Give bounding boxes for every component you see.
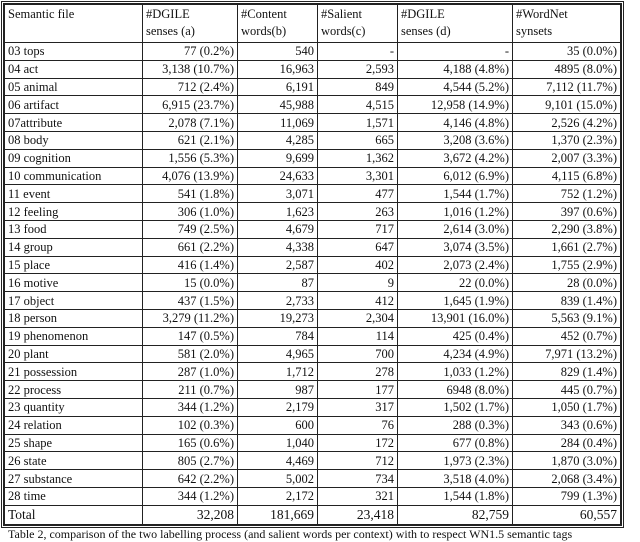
semantic-file-cell: 10 communication [5,167,143,185]
value-cell: 2,078 (7.1%) [143,114,238,132]
column-header-line: #DGILE [401,7,445,21]
value-cell: 19,273 [238,309,318,327]
value-cell: 2,073 (2.4%) [398,256,513,274]
table-row [5,78,621,96]
value-cell: 4,076 (13.9%) [143,167,238,185]
value-cell: 7,112 (11.7%) [513,78,621,96]
value-cell: 7,971 (13.2%) [513,345,621,363]
value-cell: 1,502 (1.7%) [398,398,513,416]
value-cell: 1,544 (1.8%) [398,487,513,505]
table-row [5,220,621,238]
column-header-line: #Salient [321,7,362,21]
value-cell: 15 (0.0%) [143,274,238,292]
data-table-frame [1,1,624,528]
value-cell: 2,526 (4.2%) [513,114,621,132]
value-cell: 2,614 (3.0%) [398,220,513,238]
value-cell: 4,679 [238,220,318,238]
table-row [5,434,621,452]
table-row [5,470,621,488]
semantic-file-cell: 15 place [5,256,143,274]
value-cell: 600 [238,416,318,434]
value-cell: 987 [238,381,318,399]
value-cell: 32,208 [143,505,238,524]
value-cell: 2,068 (3.4%) [513,470,621,488]
value-cell: 343 (0.6%) [513,416,621,434]
value-cell: 102 (0.3%) [143,416,238,434]
value-cell: 784 [238,327,318,345]
value-cell: 1,870 (3.0%) [513,452,621,470]
value-cell: 445 (0.7%) [513,381,621,399]
value-cell: 181,669 [238,505,318,524]
value-cell: 4,115 (6.8%) [513,167,621,185]
value-cell: 2,172 [238,487,318,505]
value-cell: 425 (0.4%) [398,327,513,345]
value-cell: 306 (1.0%) [143,203,238,221]
value-cell: 3,071 [238,185,318,203]
column-header [398,5,513,43]
value-cell: 344 (1.2%) [143,398,238,416]
value-cell: 621 (2.1%) [143,131,238,149]
column-header-line: synsets [516,24,553,38]
table-row [5,131,621,149]
value-cell: - [398,43,513,61]
value-cell: 6,191 [238,78,318,96]
value-cell: 1,755 (2.9%) [513,256,621,274]
value-cell: 344 (1.2%) [143,487,238,505]
value-cell: 2,290 (3.8%) [513,220,621,238]
value-cell: 2,593 [318,60,398,78]
value-cell: 1,033 (1.2%) [398,363,513,381]
value-cell: 211 (0.7%) [143,381,238,399]
column-header [5,5,143,43]
value-cell: 477 [318,185,398,203]
table-row [5,416,621,434]
value-cell: 1,623 [238,203,318,221]
value-cell: 4,965 [238,345,318,363]
value-cell: 416 (1.4%) [143,256,238,274]
value-cell: 734 [318,470,398,488]
value-cell: 1,556 (5.3%) [143,149,238,167]
semantic-file-cell: 18 person [5,309,143,327]
value-cell: 76 [318,416,398,434]
value-cell: 541 (1.8%) [143,185,238,203]
value-cell: 45,988 [238,96,318,114]
value-cell: 749 (2.5%) [143,220,238,238]
value-cell: 60,557 [513,505,621,524]
table-row [5,345,621,363]
value-cell: 717 [318,220,398,238]
value-cell: 799 (1.3%) [513,487,621,505]
value-cell: 165 (0.6%) [143,434,238,452]
value-cell: 661 (2.2%) [143,238,238,256]
value-cell: 28 (0.0%) [513,274,621,292]
column-header-line: senses (d) [401,24,451,38]
value-cell: 4,188 (4.8%) [398,60,513,78]
table-header-row [5,5,621,43]
value-cell: 581 (2.0%) [143,345,238,363]
table-row [5,114,621,132]
semantic-file-cell: 27 substance [5,470,143,488]
table-caption: Table 2, comparison of the two labelling process (and salient words per context) with to respect WN1.5 semantic tags [8,527,573,541]
value-cell: 642 (2.2%) [143,470,238,488]
value-cell: 263 [318,203,398,221]
semantic-file-cell: 25 shape [5,434,143,452]
value-cell: 5,002 [238,470,318,488]
value-cell: 9,101 (15.0%) [513,96,621,114]
column-header-line: Semantic file [8,7,75,21]
total-row [5,505,621,524]
table-row [5,256,621,274]
value-cell: 278 [318,363,398,381]
table-row [5,43,621,61]
value-cell: 4,469 [238,452,318,470]
semantic-file-cell: 20 plant [5,345,143,363]
value-cell: 147 (0.5%) [143,327,238,345]
table-row [5,167,621,185]
value-cell: 1,571 [318,114,398,132]
column-header-line: words(c) [321,24,366,38]
value-cell: 1,712 [238,363,318,381]
value-cell: 4,515 [318,96,398,114]
value-cell: 6948 (8.0%) [398,381,513,399]
table-row [5,185,621,203]
value-cell: 3,208 (3.6%) [398,131,513,149]
value-cell: 1,661 (2.7%) [513,238,621,256]
value-cell: 22 (0.0%) [398,274,513,292]
table-row [5,452,621,470]
value-cell: 2,587 [238,256,318,274]
value-cell: 1,016 (1.2%) [398,203,513,221]
value-cell: 677 (0.8%) [398,434,513,452]
semantic-file-cell: 06 artifact [5,96,143,114]
value-cell: 321 [318,487,398,505]
value-cell: 402 [318,256,398,274]
value-cell: 4,285 [238,131,318,149]
value-cell: 2,733 [238,292,318,310]
value-cell: 1,973 (2.3%) [398,452,513,470]
value-cell: 23,418 [318,505,398,524]
value-cell: 82,759 [398,505,513,524]
semantic-file-table [4,4,621,525]
table-row [5,274,621,292]
semantic-file-cell: 08 body [5,131,143,149]
value-cell: 6,915 (23.7%) [143,96,238,114]
semantic-file-cell: 19 phenomenon [5,327,143,345]
value-cell: 2,304 [318,309,398,327]
table-row [5,60,621,78]
table-row [5,398,621,416]
semantic-file-cell: Total [5,505,143,524]
value-cell: 9,699 [238,149,318,167]
table-row [5,149,621,167]
value-cell: 9 [318,274,398,292]
value-cell: 4,544 (5.2%) [398,78,513,96]
value-cell: 452 (0.7%) [513,327,621,345]
column-header [318,5,398,43]
value-cell: 77 (0.2%) [143,43,238,61]
value-cell: 849 [318,78,398,96]
value-cell: 3,301 [318,167,398,185]
semantic-file-cell: 03 tops [5,43,143,61]
semantic-file-cell: 21 possession [5,363,143,381]
value-cell: 2,007 (3.3%) [513,149,621,167]
semantic-file-cell: 07attribute [5,114,143,132]
value-cell: 1,370 (2.3%) [513,131,621,149]
value-cell: 839 (1.4%) [513,292,621,310]
value-cell: 412 [318,292,398,310]
value-cell: 752 (1.2%) [513,185,621,203]
value-cell: 6,012 (6.9%) [398,167,513,185]
semantic-file-cell: 09 cognition [5,149,143,167]
column-header-line: senses (a) [146,24,195,38]
value-cell: 3,518 (4.0%) [398,470,513,488]
column-header-line: #WordNet [516,7,568,21]
table-row [5,381,621,399]
value-cell: 1,544 (1.7%) [398,185,513,203]
value-cell: 647 [318,238,398,256]
column-header-line: words(b) [241,24,287,38]
semantic-file-cell: 17 object [5,292,143,310]
semantic-file-cell: 05 animal [5,78,143,96]
value-cell: 16,963 [238,60,318,78]
value-cell: 114 [318,327,398,345]
table-row [5,487,621,505]
value-cell: 665 [318,131,398,149]
column-header [513,5,621,43]
column-header [238,5,318,43]
value-cell: 4,146 (4.8%) [398,114,513,132]
column-header-line: #DGILE [146,7,190,21]
semantic-file-cell: 28 time [5,487,143,505]
value-cell: 437 (1.5%) [143,292,238,310]
value-cell: 3,074 (3.5%) [398,238,513,256]
value-cell: 829 (1.4%) [513,363,621,381]
value-cell: 3,672 (4.2%) [398,149,513,167]
semantic-file-cell: 11 event [5,185,143,203]
value-cell: 712 (2.4%) [143,78,238,96]
value-cell: 700 [318,345,398,363]
value-cell: 24,633 [238,167,318,185]
value-cell: 805 (2.7%) [143,452,238,470]
value-cell: 4895 (8.0%) [513,60,621,78]
table-row [5,96,621,114]
value-cell: 4,338 [238,238,318,256]
value-cell: 712 [318,452,398,470]
semantic-file-cell: 22 process [5,381,143,399]
table-row [5,292,621,310]
value-cell: 1,645 (1.9%) [398,292,513,310]
value-cell: 4,234 (4.9%) [398,345,513,363]
table-row [5,238,621,256]
column-header [143,5,238,43]
value-cell: 1,050 (1.7%) [513,398,621,416]
value-cell: 287 (1.0%) [143,363,238,381]
semantic-file-cell: 12 feeling [5,203,143,221]
value-cell: 3,279 (11.2%) [143,309,238,327]
value-cell: - [318,43,398,61]
value-cell: 11,069 [238,114,318,132]
semantic-file-cell: 16 motive [5,274,143,292]
semantic-file-cell: 04 act [5,60,143,78]
semantic-file-cell: 14 group [5,238,143,256]
value-cell: 317 [318,398,398,416]
table-row [5,327,621,345]
value-cell: 13,901 (16.0%) [398,309,513,327]
semantic-file-cell: 24 relation [5,416,143,434]
semantic-file-cell: 13 food [5,220,143,238]
value-cell: 2,179 [238,398,318,416]
value-cell: 172 [318,434,398,452]
value-cell: 284 (0.4%) [513,434,621,452]
semantic-file-cell: 23 quantity [5,398,143,416]
column-header-line: #Content [241,7,287,21]
value-cell: 3,138 (10.7%) [143,60,238,78]
value-cell: 177 [318,381,398,399]
value-cell: 540 [238,43,318,61]
table-row [5,363,621,381]
semantic-file-cell: 26 state [5,452,143,470]
value-cell: 87 [238,274,318,292]
table-row [5,309,621,327]
value-cell: 1,040 [238,434,318,452]
value-cell: 1,362 [318,149,398,167]
table-row [5,203,621,221]
value-cell: 288 (0.3%) [398,416,513,434]
value-cell: 35 (0.0%) [513,43,621,61]
value-cell: 12,958 (14.9%) [398,96,513,114]
value-cell: 397 (0.6%) [513,203,621,221]
value-cell: 5,563 (9.1%) [513,309,621,327]
